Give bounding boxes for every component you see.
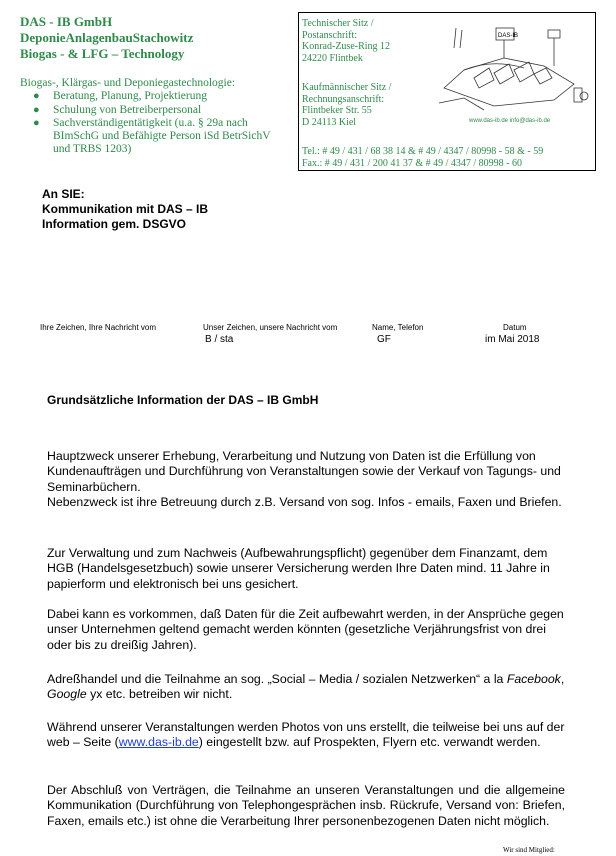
ref-value-name: GF bbox=[377, 334, 391, 345]
services-block bbox=[20, 77, 290, 157]
phone-line: Tel.: # 49 / 431 / 68 38 14 & # 49 / 4347 / 80998 - 58 & - 59 bbox=[302, 146, 544, 157]
body-paragraph: Der Abschluß von Verträgen, die Teilnahme an unseren Veranstaltungen und die allgemeine Kommunikation (Durchführung von Telephongesprächen insb. Rückrufe, Versand von: Briefen, Faxen, emails etc.) ist ohne die Verarbeitung Ihrer personenbezogenen Daten nicht möglich. bbox=[47, 783, 565, 828]
fax-line: Fax.: # 49 / 431 / 200 41 37 & # 49 / 4347 / 80998 - 60 bbox=[302, 157, 522, 169]
ref-label-date: Datum bbox=[503, 323, 527, 332]
plant-drawing-logo bbox=[434, 18, 592, 118]
contact-box bbox=[298, 12, 596, 171]
ref-value-our: B / sta bbox=[205, 334, 234, 345]
bullet-icon: ● bbox=[33, 103, 40, 116]
service-item: ● Schulung von Betreiberpersonal bbox=[33, 103, 202, 116]
ref-value-date: im Mai 2018 bbox=[485, 334, 540, 345]
phone-fax-block bbox=[302, 146, 543, 169]
services-list bbox=[20, 90, 290, 156]
bullet-icon: ● bbox=[33, 90, 40, 103]
commercial-address: Kaufmännischer Sitz / Rechnungsanschrift: Flintbeker Str. 55 D 24113 Kiel bbox=[302, 82, 392, 128]
service-item: ● Beratung, Planung, Projektierung bbox=[33, 90, 207, 103]
body-paragraph: Hauptzweck unserer Erhebung, Verarbeitung und Nutzung von Daten ist die Erfüllung von Kundenaufträgen und Durchführung von Veranstaltungen sowie der Verkauf von Tagungs- und Seminarbüchern. Nebenzweck ist ihre Betreuung durch z.B. Versand von sog. Infos - emails, Faxen und Briefen. bbox=[47, 449, 562, 509]
website-link[interactable]: www.das-ib.de bbox=[118, 735, 199, 750]
service-item: ● Sachverständigentätigkeit (u.a. § 29a nach BImSchG und Befähigte Person iSd BetrSichV und TRBS 1203) bbox=[33, 116, 271, 156]
ref-label-name: Name, Telefon bbox=[372, 323, 424, 332]
ref-label-our: Unser Zeichen, unsere Nachricht vom bbox=[203, 323, 338, 332]
body-paragraph: Adreßhandel und die Teilnahme an sog. „Social – Media / sozialen Netzwerken“ a la Facebook, Google yx etc. betreiben wir nicht. bbox=[47, 672, 565, 702]
company-name bbox=[20, 14, 193, 62]
logo-url: www.das-ib.de info@das-ib.de bbox=[469, 118, 551, 124]
body-paragraph: Zur Verwaltung und zum Nachweis (Aufbewahrungspflicht) gegenüber dem Finanzamt, dem HGB (Handelsgesetzbuch) sowie unserer Versicherung werden Ihre Daten mind. 11 Jahre in papierform und elektronisch bei uns gesichert. bbox=[47, 546, 550, 591]
body-paragraph: Während unserer Veranstaltungen werden Photos von uns erstellt, die teilweise bei uns auf der web – Seite (www.das-ib.de) eingestellt bzw. auf Prospekten, Flyern etc. verwandt werden. bbox=[47, 720, 565, 750]
company-line: Biogas - & LFG – Technology bbox=[20, 46, 185, 61]
logo-badge-text: DAS-IB bbox=[498, 33, 519, 39]
bullet-icon: ● bbox=[33, 116, 40, 129]
subject-line: Grundsätzliche Information der DAS – IB GmbH bbox=[47, 393, 319, 407]
ref-label-their: Ihre Zeichen, Ihre Nachricht vom bbox=[40, 323, 157, 332]
recipient-block: An SIE: Kommunikation mit DAS – IB Information gem. DSGVO bbox=[42, 187, 209, 231]
technical-address: Technischer Sitz / Postanschrift: Konrad-Zuse-Ring 12 24220 Flintbek bbox=[302, 18, 391, 64]
body-paragraph: Dabei kann es vorkommen, daß Daten für die Zeit aufbewahrt werden, in der Ansprüche gegen unser Unternehmen geltend gemacht werden könnten (gesetzliche Verjährungsfrist von drei oder bis zu dreißig Jahren). bbox=[47, 607, 564, 652]
company-line: DAS - IB GmbH bbox=[20, 14, 113, 29]
services-title: Biogas-, Klärgas- und Deponiegastechnologie: bbox=[20, 77, 236, 89]
company-line: DeponieAnlagenbauStachowitz bbox=[20, 30, 194, 45]
membership-note: Wir sind Mitglied: bbox=[503, 846, 555, 854]
